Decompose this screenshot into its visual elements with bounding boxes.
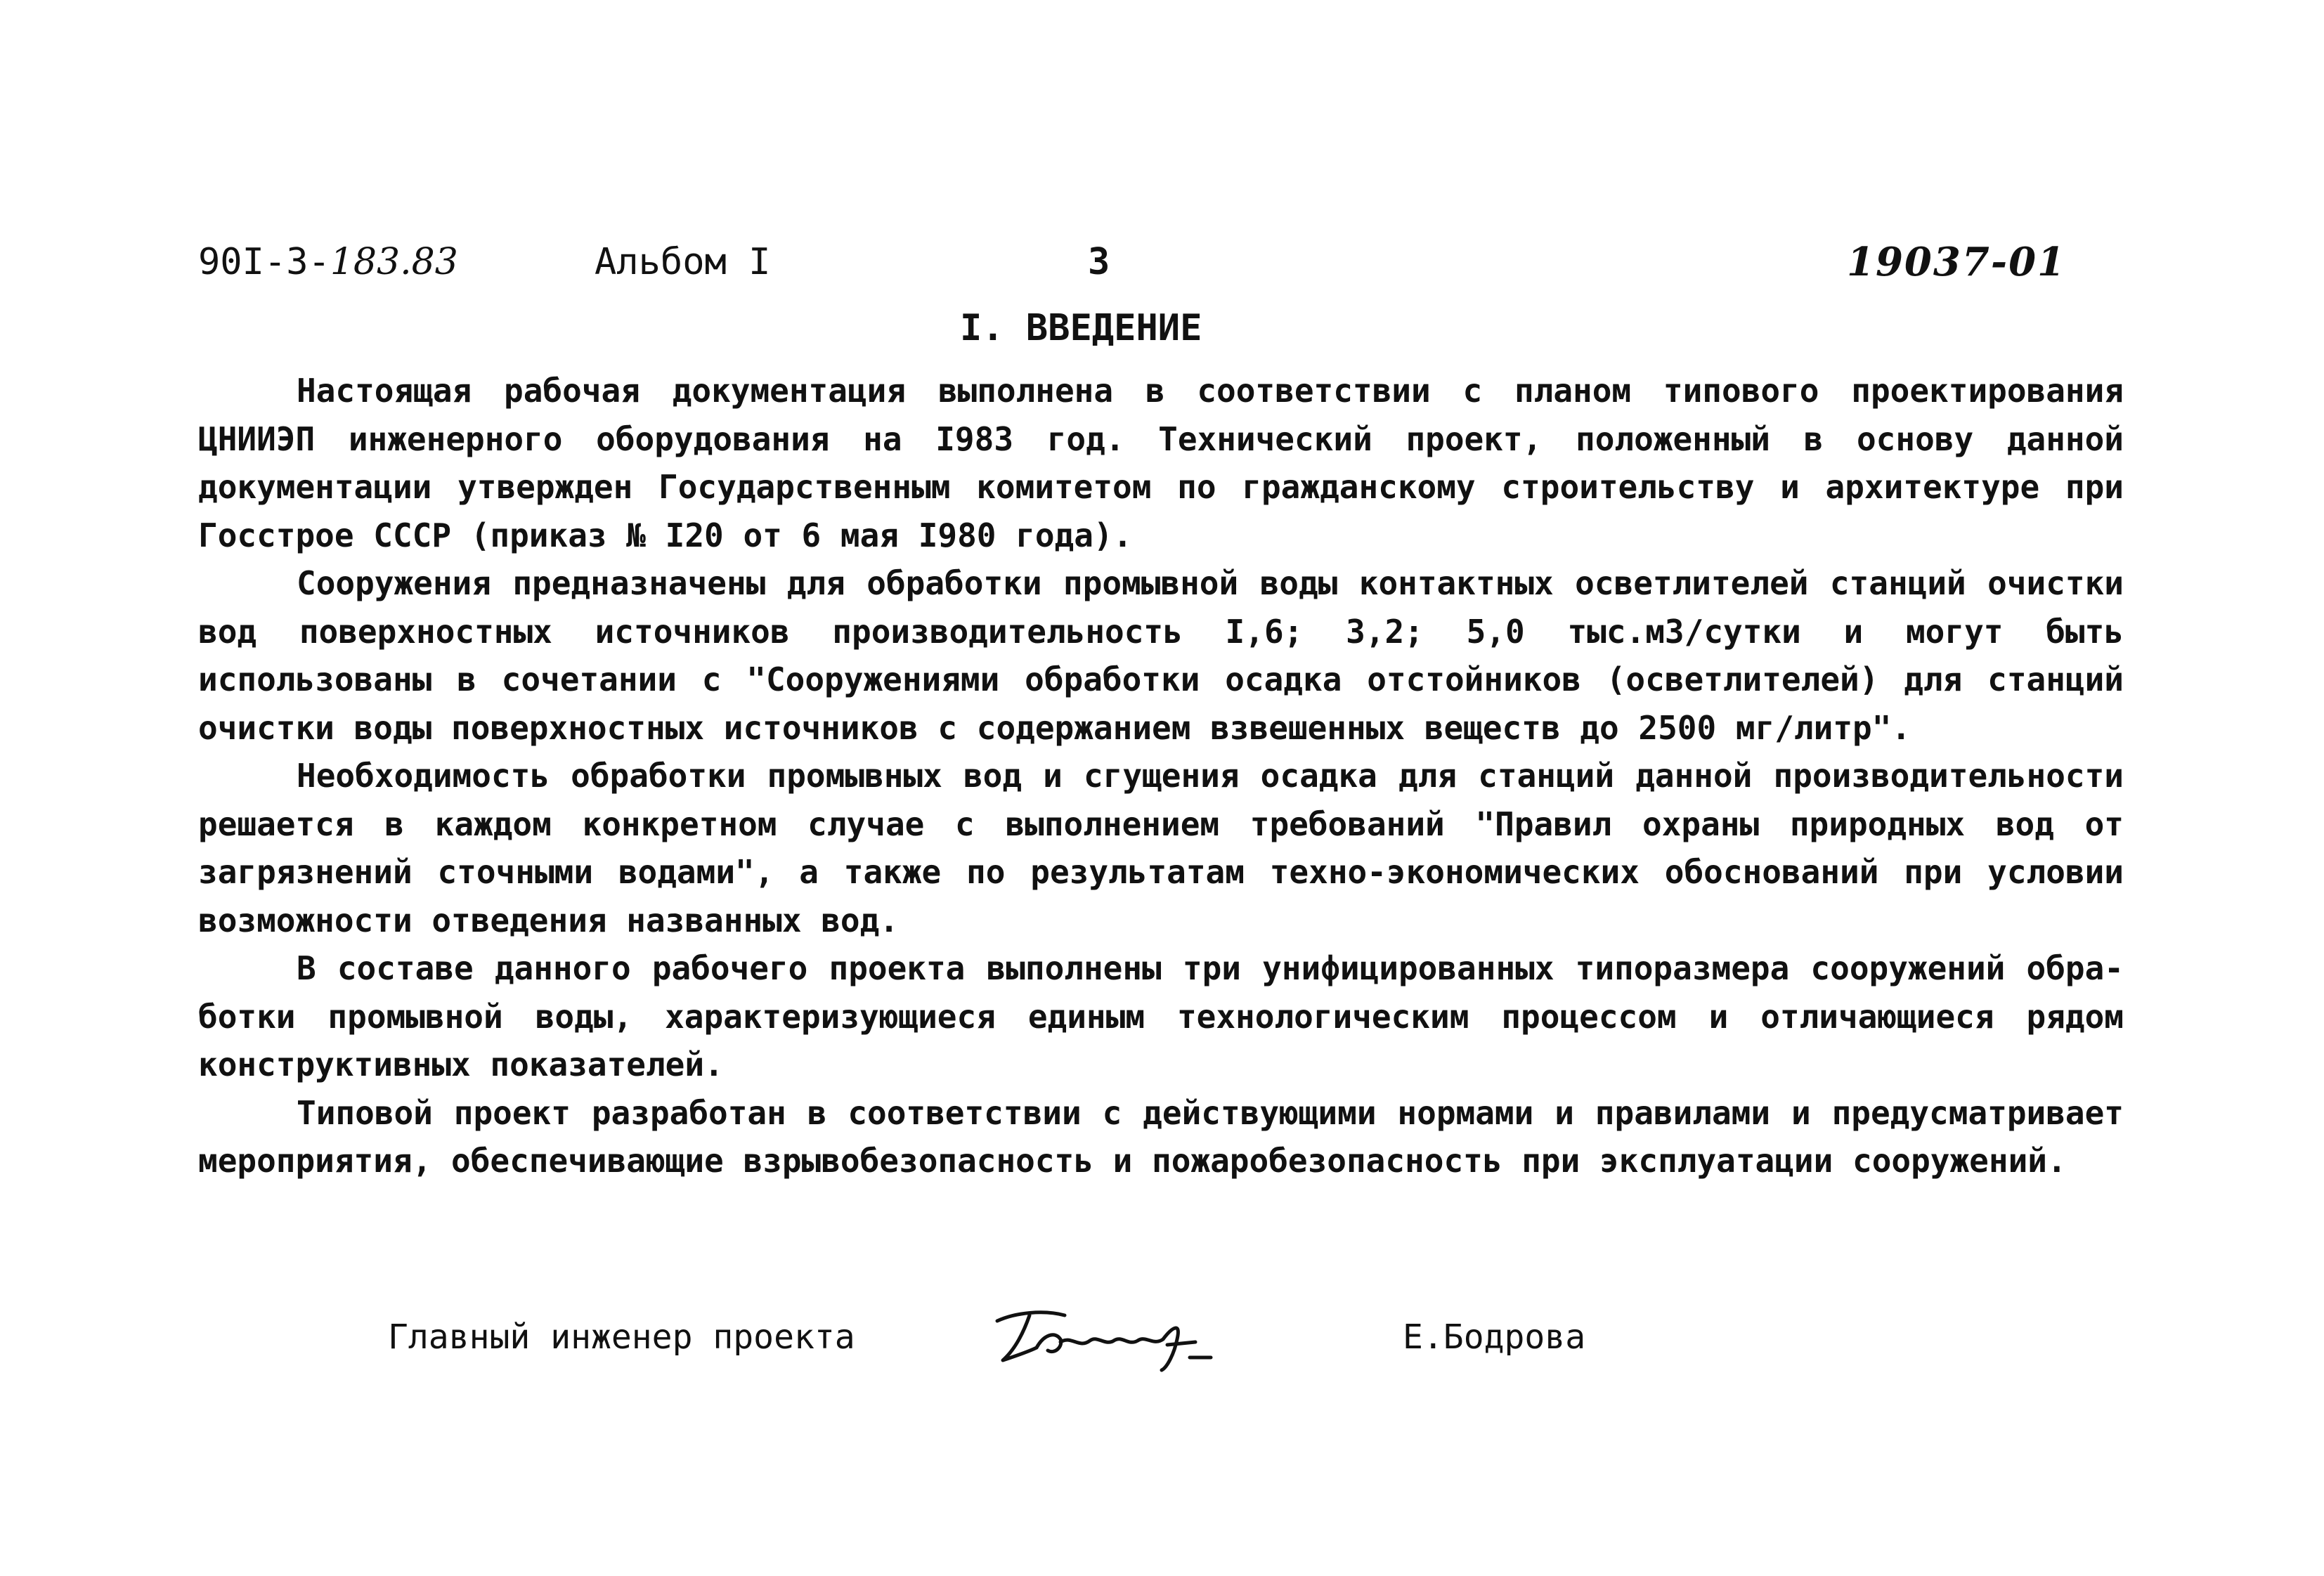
section-title: I. ВВЕДЕНИЕ (960, 307, 1202, 349)
body-text (198, 367, 2124, 1185)
signatory-title: Главный инженер проекта (388, 1317, 855, 1357)
paragraph: Настоящая рабочая документация выполнена в соответствии с планом типового проектирования ЦНИИЭП инженерного оборудования на I983 год. Технический проект, положенный в основу данной документации утвержден Государственным комитетом по гражданскому строительству и архитектуре при Госстрое СССР (приказ № I20 от 6 мая I980 года). (198, 372, 2124, 554)
project-code-handwritten: 183.83 (330, 241, 458, 283)
inventory-number: 19037-01 (1847, 239, 2066, 285)
paragraph: В составе данного рабочего проекта выполнены три унифицированных типоразмера сооружений обработки промывной воды, характеризующиеся единым технологическим процессом и отличающиеся рядом конструктивных показателей. (198, 949, 2124, 1083)
album-label: Альбом I (595, 241, 771, 283)
signatory-name: Е.Бодрова (1403, 1317, 1586, 1357)
signature-block (0, 1300, 2324, 1384)
paragraph: Типовой проект разработан в соответствии с действующими нормами и правилами и предусматривает мероприятия, обеспечивающие взрывобезопасность и пожаробезопасность при эксплуатации сооружений. (198, 1093, 2124, 1180)
handwritten-signature (987, 1300, 1226, 1377)
paragraph: Необходимость обработки промывных вод и сгущения осадка для станций данной производительности решается в каждом конкретном случае с выполнением требований "Правил охраны природных вод от загрязнений сточными водами", а также по результатам техно-экономических обоснований при условии возможности отведения названных вод. (198, 757, 2124, 939)
page-number: 3 (1088, 241, 1110, 283)
project-code (198, 237, 458, 287)
project-code-prefix: 90I-3- (198, 241, 330, 283)
paragraph: Сооружения предназначены для обработки промывной воды контактных осветлителей станций очистки вод поверхностных источников производительность I,6; 3,2; 5,0 тыс.м3/сутки и могут быть использованы в сочетании с "Сооружениями обработки осадка отстойников (осветлителей) для станций очистки воды поверхностных источников с содержанием взвешенных веществ до 2500 мг/литр". (198, 564, 2124, 747)
